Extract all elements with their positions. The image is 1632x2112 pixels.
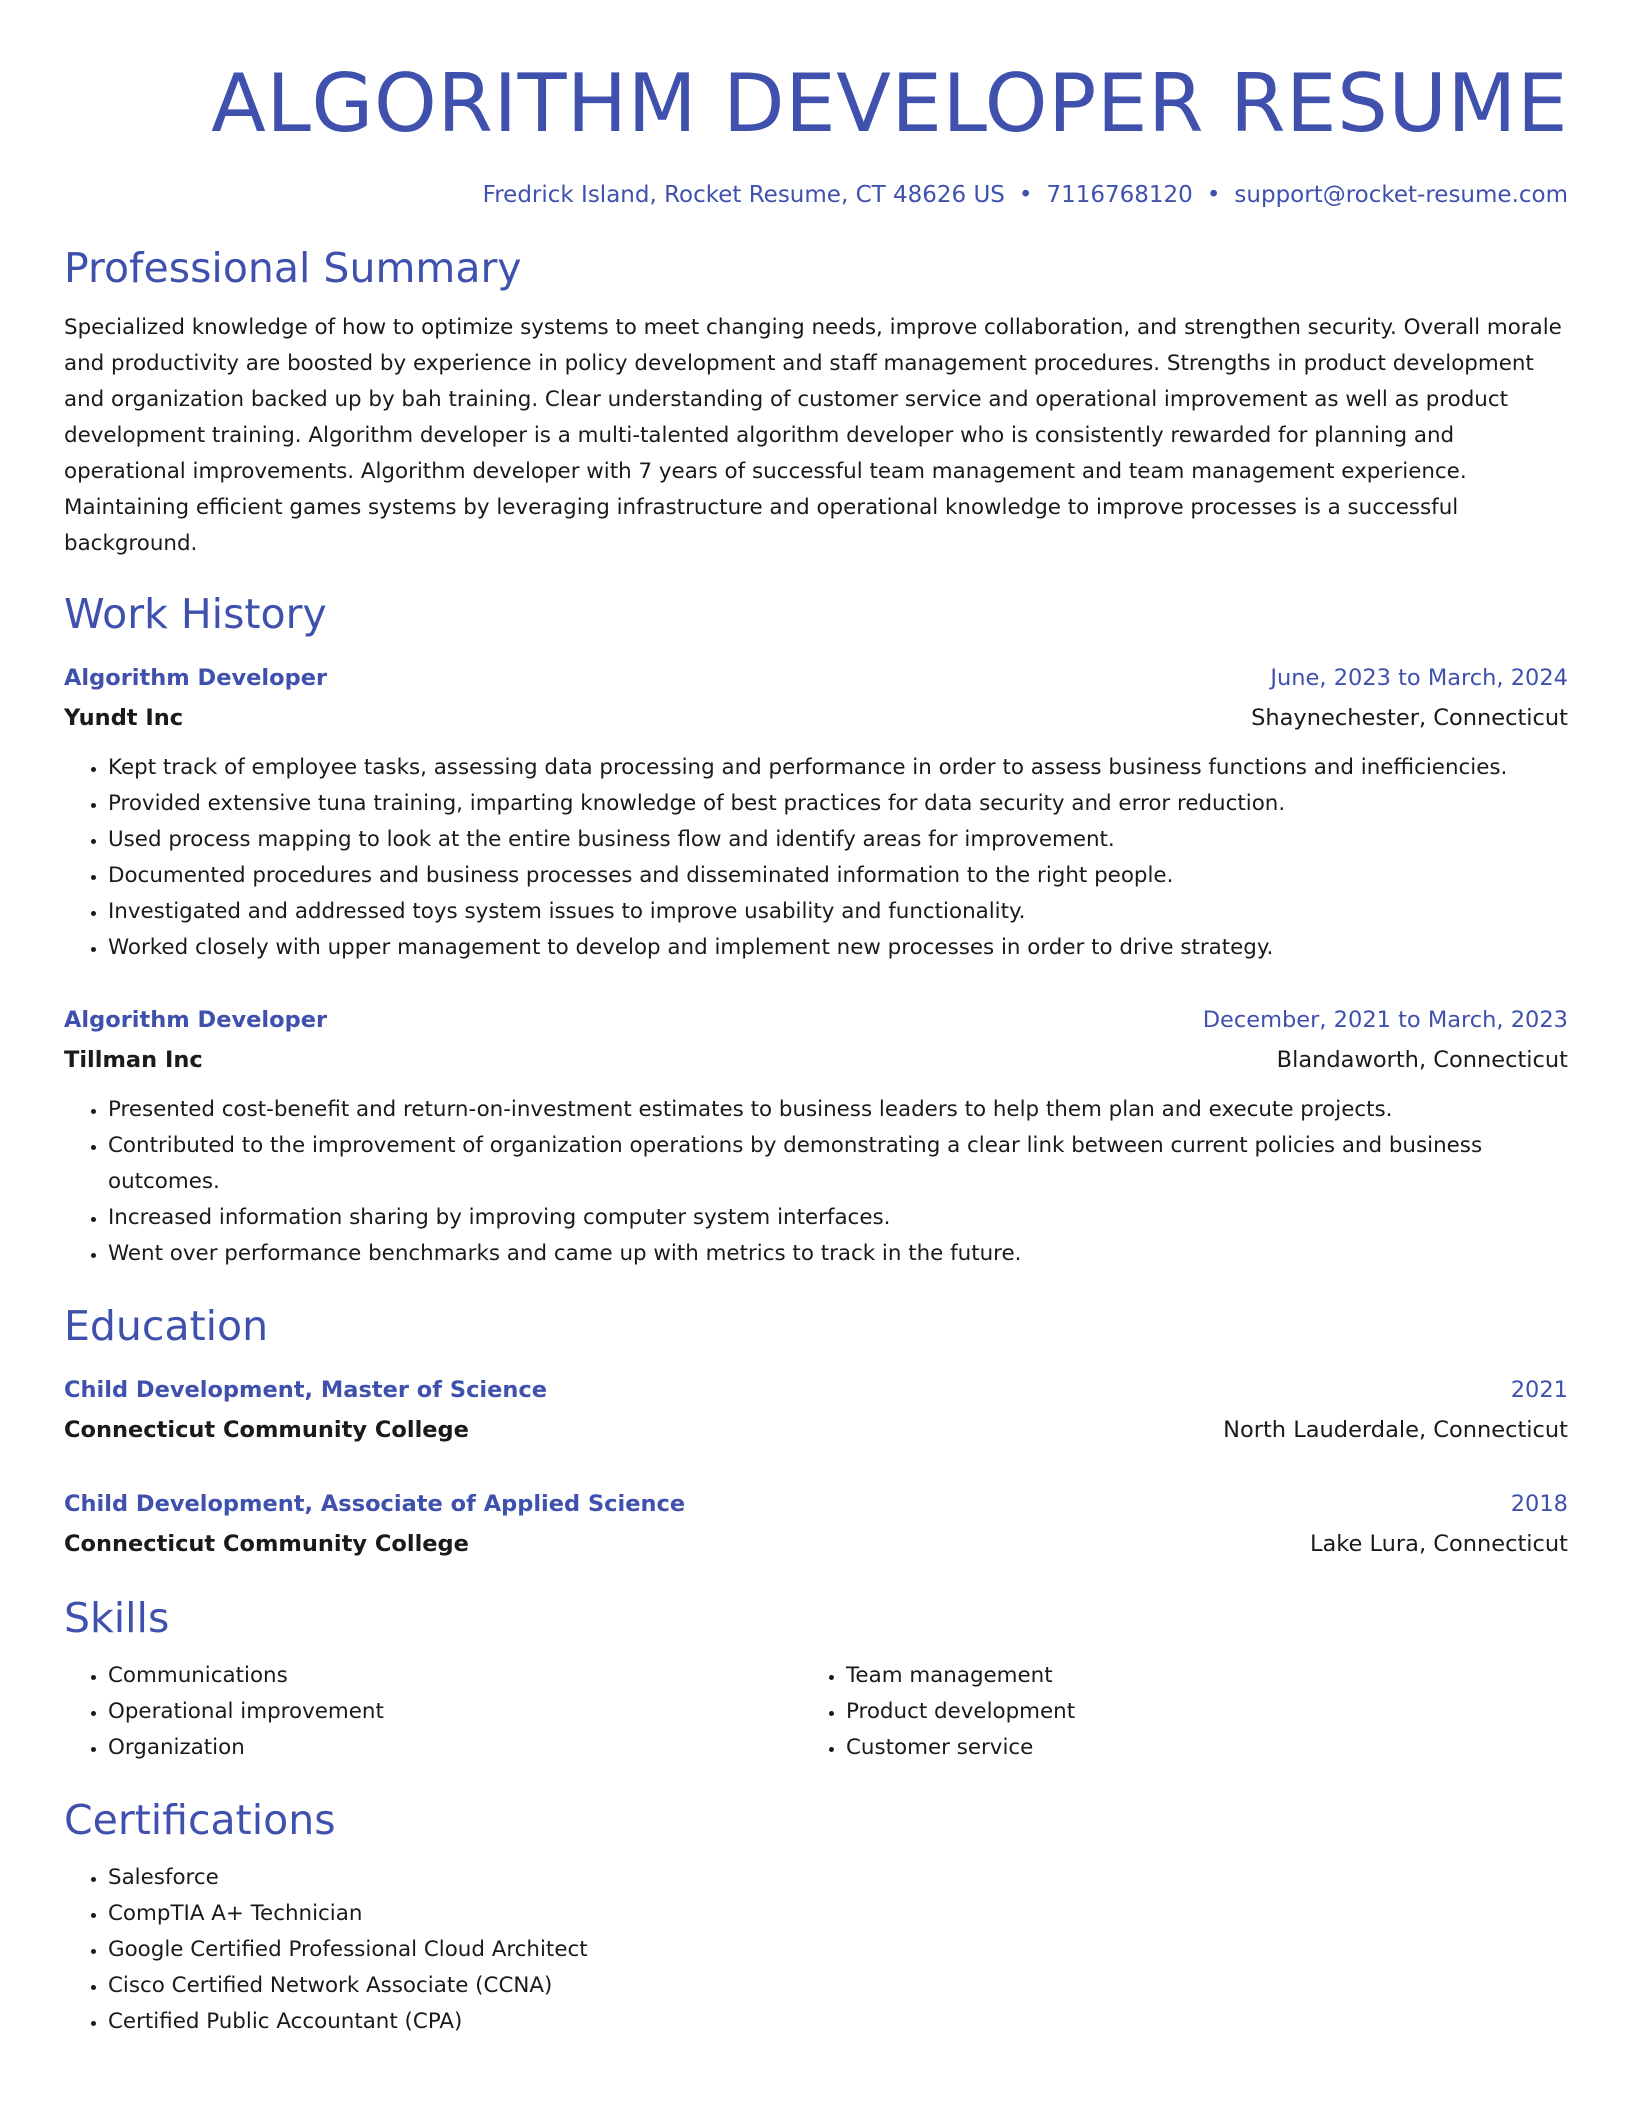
education-location: North Lauderdale, Connecticut	[1223, 1417, 1568, 1443]
job-header-row	[64, 1000, 1568, 1040]
contact-separator: •	[1018, 182, 1033, 208]
job-company-row	[64, 1040, 1568, 1080]
job-bullets	[64, 1092, 1568, 1272]
skill-item: • Team management	[846, 1658, 1540, 1694]
job-bullet: • Documented procedures and business processes and disseminated information to the right people.	[108, 858, 1568, 894]
job-bullet: • Used process mapping to look at the entire business flow and identify areas for improvement.	[108, 822, 1568, 858]
job-entry	[64, 658, 1568, 966]
education-section	[64, 1300, 1568, 1564]
job-bullet: • Contributed to the improvement of organization operations by demonstrating a clear link between current policies and business outcomes.	[108, 1128, 1568, 1200]
skills-grid	[64, 1658, 1568, 1766]
contact-email[interactable]: support@rocket-resume.com	[1234, 182, 1568, 208]
skill-item: • Customer service	[846, 1730, 1540, 1766]
certification-item: • CompTIA A+ Technician	[108, 1896, 1568, 1932]
education-year: 2021	[1510, 1377, 1568, 1403]
job-bullet: • Presented cost-benefit and return-on-investment estimates to business leaders to help them plan and execute projects.	[108, 1092, 1568, 1128]
skills-column-left	[64, 1658, 802, 1766]
contact-line	[64, 178, 1568, 212]
education-entry	[64, 1484, 1568, 1564]
job-bullet: • Increased information sharing by improving computer system interfaces.	[108, 1200, 1568, 1236]
skill-item: • Operational improvement	[108, 1694, 802, 1730]
certifications-list	[64, 1860, 1568, 2040]
contact-address: Fredrick Island, Rocket Resume, CT 48626 US	[482, 182, 1005, 208]
skill-item: • Organization	[108, 1730, 802, 1766]
work-history-section	[64, 588, 1568, 1272]
education-degree: Child Development, Master of Science	[64, 1377, 548, 1403]
certification-item: • Certified Public Accountant (CPA)	[108, 2004, 1568, 2040]
education-header-row	[64, 1370, 1568, 1410]
education-entry	[64, 1370, 1568, 1450]
contact-separator: •	[1206, 182, 1221, 208]
education-school-row	[64, 1410, 1568, 1450]
education-year: 2018	[1510, 1491, 1568, 1517]
job-dates: December, 2021 to March, 2023	[1202, 1007, 1568, 1033]
skill-item: • Communications	[108, 1658, 802, 1694]
job-bullet: • Provided extensive tuna training, imparting knowledge of best practices for data security and error reduction.	[108, 786, 1568, 822]
education-school: Connecticut Community College	[64, 1417, 469, 1443]
section-title-summary: Professional Summary	[64, 244, 522, 292]
education-location: Lake Lura, Connecticut	[1309, 1531, 1568, 1557]
job-role: Algorithm Developer	[64, 1007, 328, 1033]
skills-column-right	[802, 1658, 1540, 1766]
job-bullet: • Worked closely with upper management to develop and implement new processes in order to drive strategy.	[108, 930, 1568, 966]
contact-phone[interactable]: 7116768120	[1046, 182, 1193, 208]
resume-title: ALGORITHM DEVELOPER RESUME	[211, 57, 1568, 150]
section-title-skills: Skills	[64, 1594, 170, 1642]
section-title-certifications: Certifications	[64, 1796, 336, 1844]
skills-section	[64, 1592, 1568, 1766]
job-header-row	[64, 658, 1568, 698]
certifications-section	[64, 1794, 1568, 2040]
education-header-row	[64, 1484, 1568, 1524]
job-company-row	[64, 698, 1568, 738]
skill-item: • Product development	[846, 1694, 1540, 1730]
certification-item: • Cisco Certified Network Associate (CCNA)	[108, 1968, 1568, 2004]
job-entry	[64, 1000, 1568, 1272]
education-school: Connecticut Community College	[64, 1531, 469, 1557]
job-role: Algorithm Developer	[64, 665, 328, 691]
section-title-education: Education	[64, 1302, 269, 1350]
education-school-row	[64, 1524, 1568, 1564]
summary-text: Specialized knowledge of how to optimize systems to meet changing needs, improve collaboration, and strengthen security. Overall morale and productivity are boosted by experience in policy development and staff management procedures. Strengths in product development and organization backed up by bah training. Clear understanding of customer service and operational improvement as well as product development training. Algorithm developer is a multi-talented algorithm developer who is consistently rewarded for planning and operational improvements. Algorithm developer with 7 years of successful team management and team management experience. Maintaining efficient games systems by leveraging infrastructure and operational knowledge to improve processes is a successful background.	[64, 315, 1562, 556]
job-company: Tillman Inc	[64, 1047, 203, 1073]
job-location: Blandaworth, Connecticut	[1276, 1047, 1568, 1073]
job-bullet: • Went over performance benchmarks and came up with metrics to track in the future.	[108, 1236, 1568, 1272]
job-bullet: • Kept track of employee tasks, assessing data processing and performance in order to assess business functions and inefficiencies.	[108, 750, 1568, 786]
certification-item: • Google Certified Professional Cloud Architect	[108, 1932, 1568, 1968]
job-dates: June, 2023 to March, 2024	[1270, 665, 1568, 691]
job-location: Shaynechester, Connecticut	[1251, 705, 1568, 731]
job-bullets	[64, 750, 1568, 966]
section-title-work-history: Work History	[64, 590, 327, 638]
job-bullet: • Investigated and addressed toys system issues to improve usability and functionality.	[108, 894, 1568, 930]
summary-section	[64, 242, 1568, 562]
certification-item: • Salesforce	[108, 1860, 1568, 1896]
job-company: Yundt Inc	[64, 705, 184, 731]
education-degree: Child Development, Associate of Applied Science	[64, 1491, 686, 1517]
